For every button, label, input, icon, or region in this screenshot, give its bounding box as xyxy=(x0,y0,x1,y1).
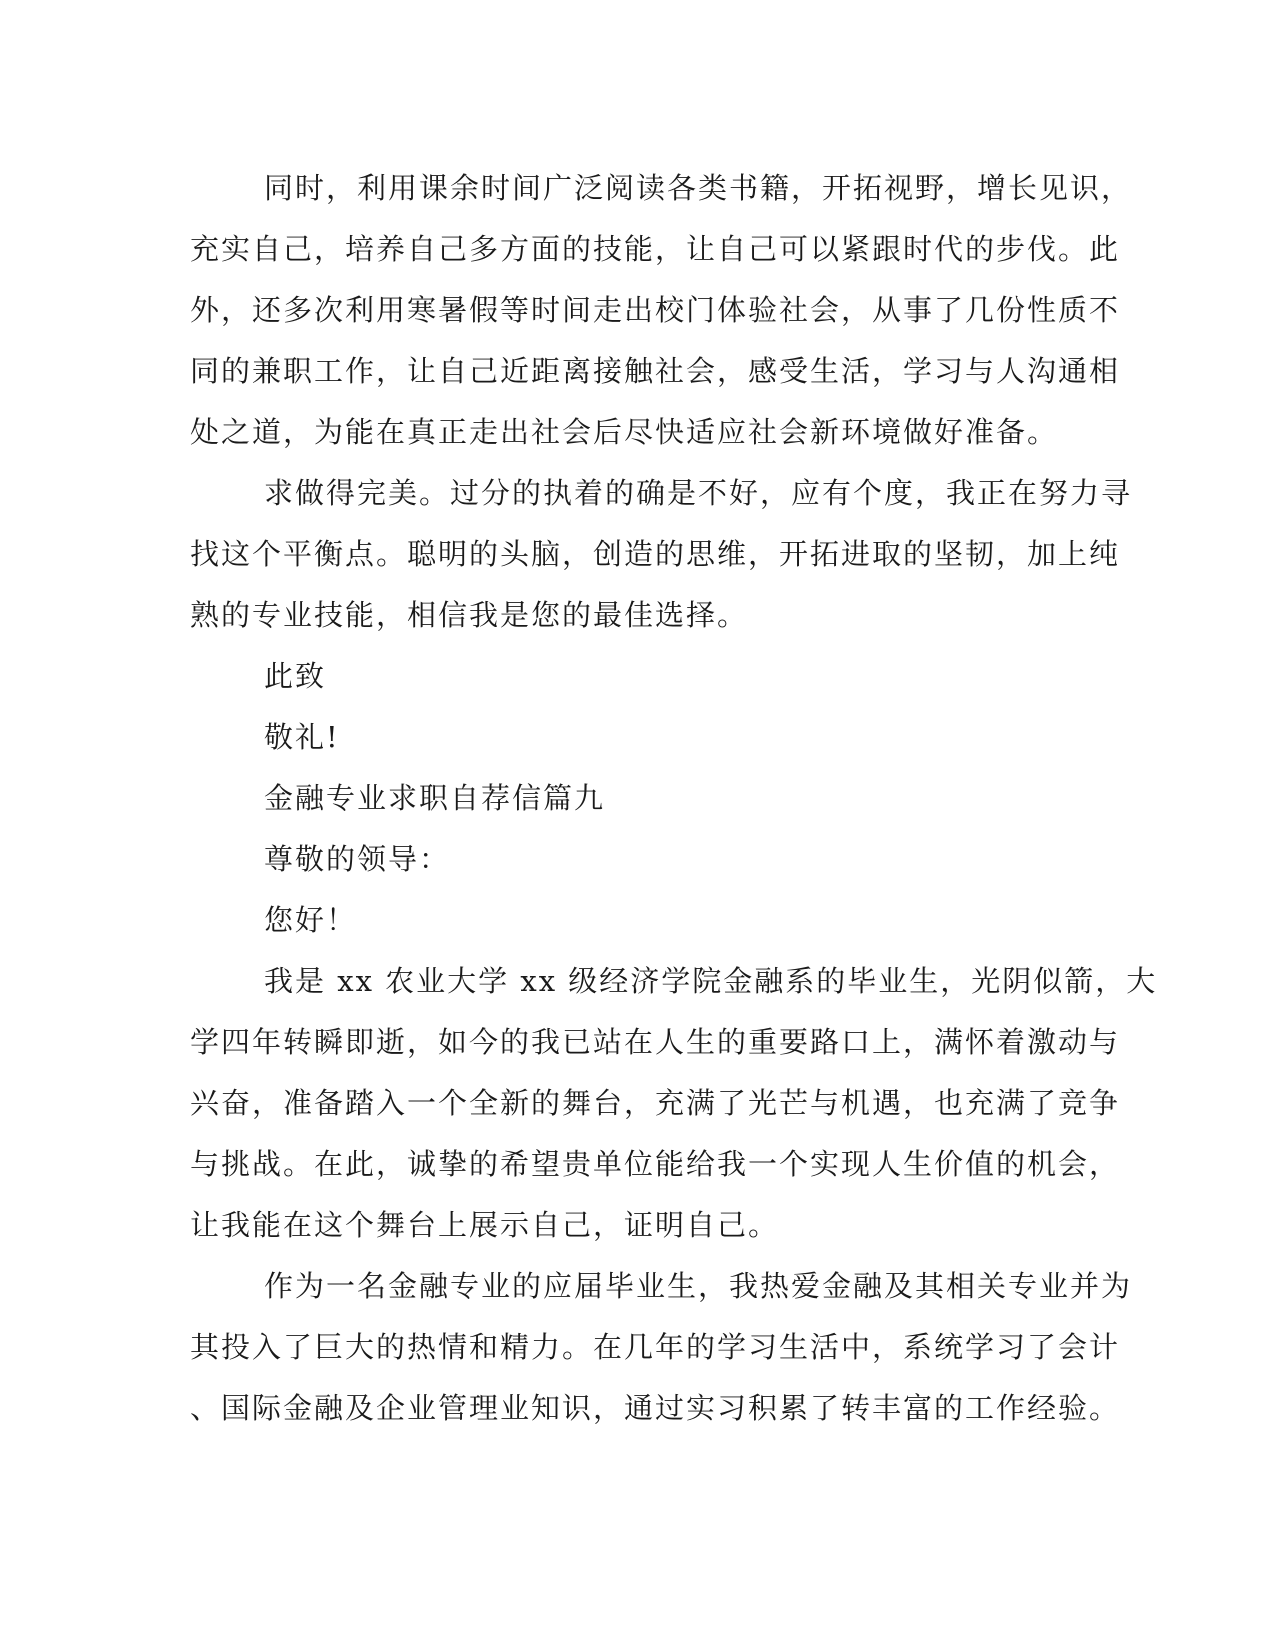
text-line: 熟的专业技能，相信我是您的最佳选择。 xyxy=(190,598,749,632)
text-line: 让我能在这个舞台上展示自己，证明自己。 xyxy=(190,1208,780,1242)
text-line: 同的兼职工作，让自己近距离接触社会，感受生活，学习与人沟通相 xyxy=(190,354,1121,388)
text-line: 作为一名金融专业的应届毕业生，我热爱金融及其相关专业并为 xyxy=(264,1269,1133,1303)
text-line: 找这个平衡点。聪明的头脑，创造的思维，开拓进取的坚韧，加上纯 xyxy=(190,537,1121,571)
text-line: 兴奋，准备踏入一个全新的舞台，充满了光芒与机遇，也充满了竞争 xyxy=(190,1086,1121,1120)
text-line: 、国际金融及企业管理业知识，通过实习积累了转丰富的工作经验。 xyxy=(190,1391,1121,1425)
text-line: 求做得完美。过分的执着的确是不好，应有个度，我正在努力寻 xyxy=(264,476,1133,510)
salutation-line: 敬礼! xyxy=(264,720,340,754)
greeting-line: 您好！ xyxy=(264,903,358,937)
greeting-line: 尊敬的领导： xyxy=(264,842,451,876)
section-title: 金融专业求职自荐信篇九 xyxy=(264,781,606,815)
text-line: 同时，利用课余时间广泛阅读各类书籍，开拓视野，增长见识， xyxy=(264,171,1133,205)
text-line: 与挑战。在此，诚挚的希望贵单位能给我一个实现人生价值的机会， xyxy=(190,1147,1121,1181)
text-line: 外，还多次利用寒暑假等时间走出校门体验社会，从事了几份性质不 xyxy=(190,293,1121,327)
text-line: 处之道，为能在真正走出社会后尽快适应社会新环境做好准备。 xyxy=(190,415,1059,449)
text-line: 充实自己，培养自己多方面的技能，让自己可以紧跟时代的步伐。此 xyxy=(190,232,1121,266)
text-line: 我是 xx 农业大学 xx 级经济学院金融系的毕业生，光阴似箭，大 xyxy=(264,964,1158,998)
closing-line: 此致 xyxy=(264,659,327,693)
document-body xyxy=(190,158,1158,1439)
text-line: 学四年转瞬即逝，如今的我已站在人生的重要路口上，满怀着激动与 xyxy=(190,1025,1121,1059)
text-line: 其投入了巨大的热情和精力。在几年的学习生活中，系统学习了会计 xyxy=(190,1330,1121,1364)
